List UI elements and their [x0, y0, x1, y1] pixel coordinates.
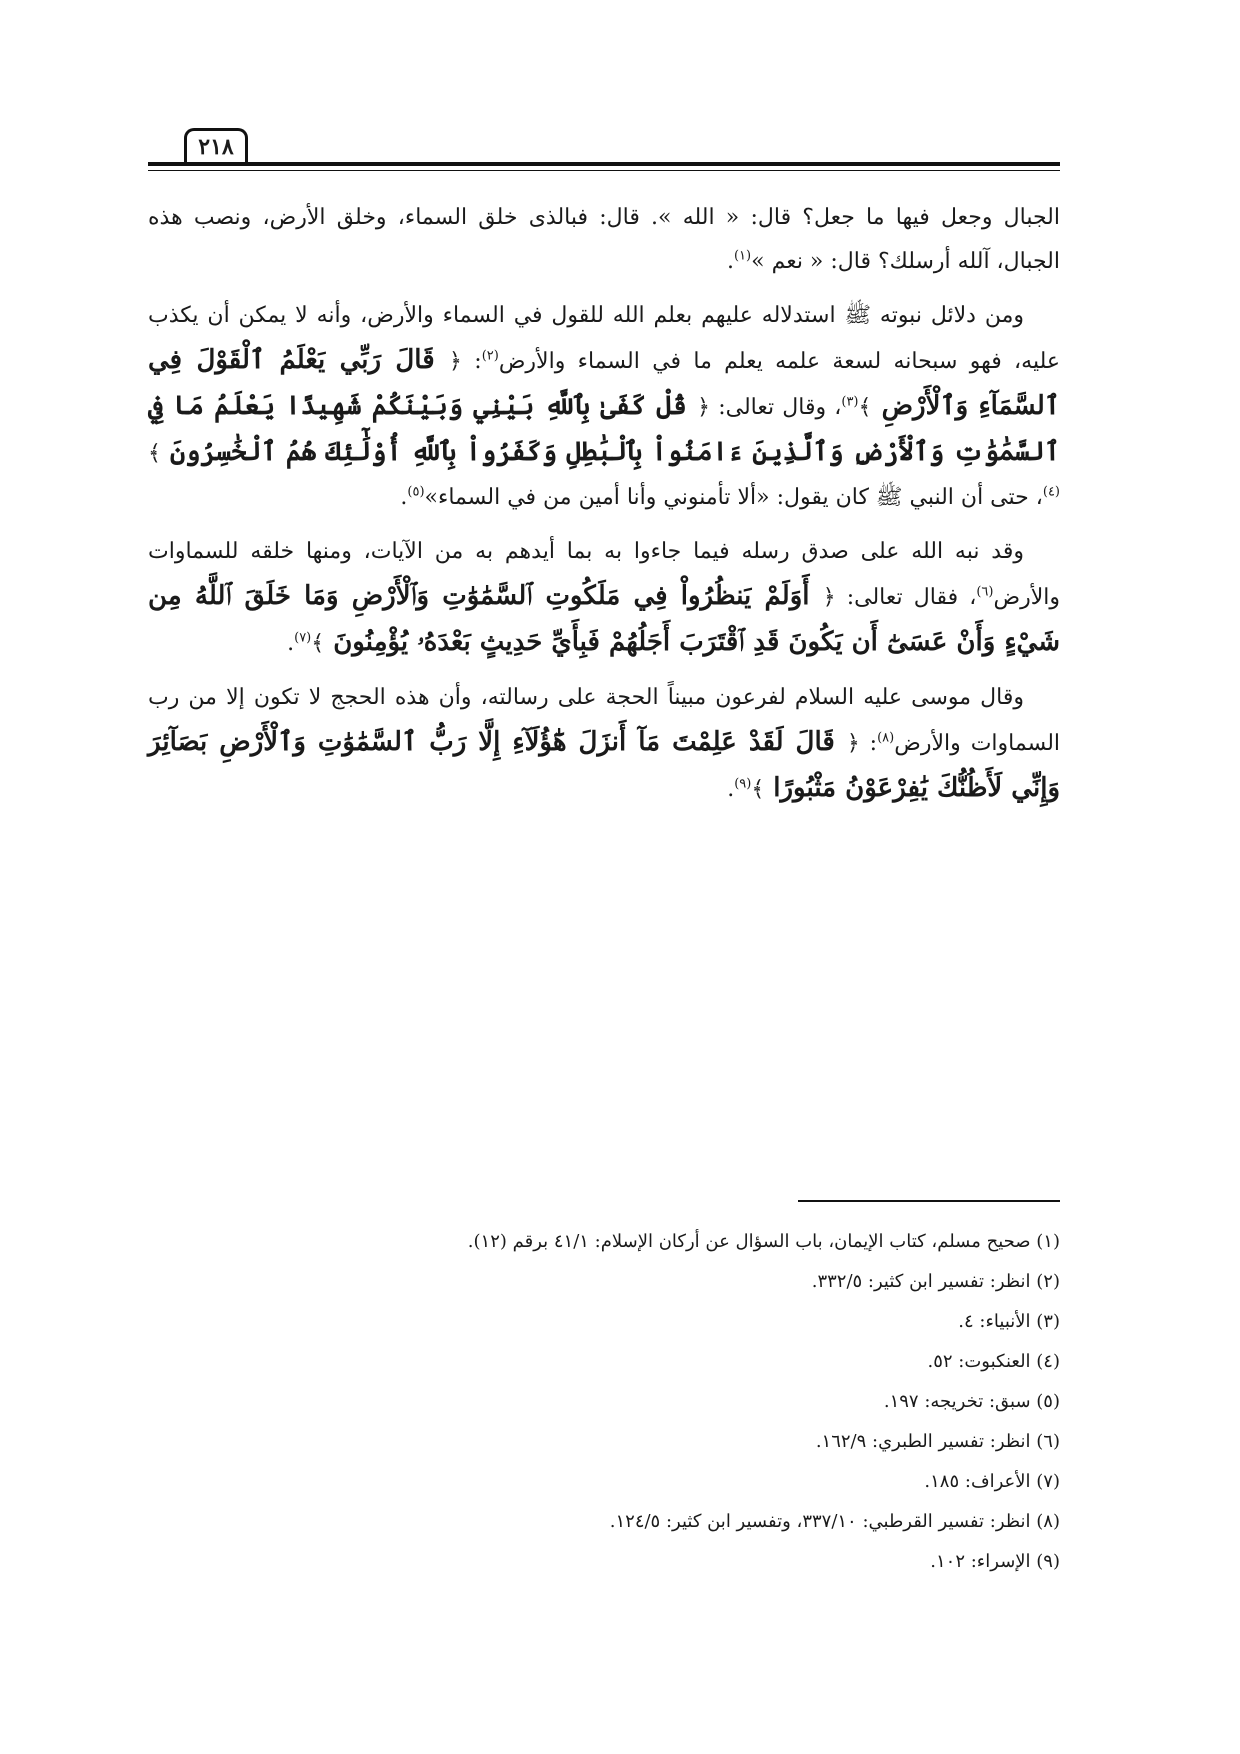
quran-verse: قَالَ لَقَدْ عَلِمْتَ مَآ أَنزَلَ هَٰٓؤُلَآءِ إِلَّا رَبُّ ٱلسَّمَٰوَٰتِ وَٱلْأَرْضِ بَصَآئِرَ وَإِنِّي لَأَظُنُّكَ يَٰفِرْعَوْنُ مَثْبُورًا — [148, 727, 1060, 803]
footnote-ref: (٩) — [734, 776, 752, 792]
footnote-ref: (٨) — [877, 730, 895, 746]
footnote-1: (١) صحيح مسلم، كتاب الإيمان، باب السؤال عن أركان الإسلام: ٤١/١ برقم (١٢). — [467, 1231, 1060, 1252]
text-run: الجبال وجعل فيها ما جعل؟ قال: « الله ». قال: فبالذى خلق السماء، وخلق الأرض، ونصب هذه الجبال، آلله أرسلك؟ قال: « نعم » — [148, 205, 1060, 274]
verse-ornament: ﴿ — [449, 349, 462, 374]
verse-ornament: ﴾ — [148, 441, 161, 466]
footnote-ref: (٢) — [481, 348, 499, 364]
paragraph-3 — [148, 530, 1060, 666]
text-run: . — [400, 485, 408, 510]
footnote-4: (٤) العنكبوت: ٥٢. — [927, 1351, 1060, 1372]
footnote-ref: (٧) — [294, 630, 312, 646]
verse-ornament: ﴾ — [858, 395, 872, 420]
verse-ornament: ﴿ — [697, 395, 711, 420]
footnote-8: (٨) انظر: تفسير القرطبي: ٣٣٧/١٠، وتفسير ابن كثير: ١٢٤/٥. — [609, 1511, 1060, 1532]
text-run: ، وقال تعالى: — [710, 395, 842, 420]
footnote-9: (٩) الإسراء: ١٠٢. — [930, 1551, 1060, 1572]
quran-verse: قَالَ رَبِّي يَعْلَمُ ٱلْقَوْلَ فِي ٱلسَّمَآءِ وَٱلْأَرْضِ — [148, 345, 1060, 421]
header-rule-thin — [148, 170, 1060, 171]
footnote-6: (٦) انظر: تفسير الطبري: ١٦٢/٩. — [815, 1431, 1060, 1452]
text-run: . — [287, 631, 295, 656]
page-header — [148, 128, 1060, 174]
footnotes — [320, 1222, 1060, 1582]
footnote-7: (٧) الأعراف: ١٨٥. — [924, 1471, 1060, 1492]
footnote-ref: (١) — [733, 248, 752, 264]
verse-ornament: ﴾ — [311, 631, 325, 656]
text-run: ، فقال تعالى: — [835, 585, 977, 610]
text-run: وقد نبه الله على صدق رسله فيما جاءوا به بما أيدهم به من الآيات، ومنها خلقه للسماوات والأرض — [148, 539, 1060, 610]
text-run: : — [461, 349, 482, 374]
footnote-ref: (٦) — [976, 584, 994, 600]
footnote-2: (٢) انظر: تفسير ابن كثير: ٣٣٢/٥. — [811, 1271, 1060, 1292]
verse-ornament: ﴿ — [846, 731, 860, 756]
text-run: وقال موسى عليه السلام لفرعون مبيناً الحجة على رسالته، وأن هذه الحجج لا تكون إلا من رب السماوات والأرض — [148, 685, 1061, 756]
footnote-5: (٥) سبق: تخريجه: ١٩٧. — [883, 1391, 1060, 1412]
header-rule-thick — [148, 162, 1060, 166]
footnote-separator — [798, 1200, 1060, 1202]
footnote-3: (٣) الأنبياء: ٤. — [958, 1311, 1060, 1332]
footnote-ref: (٣) — [841, 394, 859, 410]
footnote-ref: (٥) — [407, 484, 425, 500]
footnote-ref: (٤) — [1042, 484, 1060, 500]
quran-verse: قُلْ كَفَىٰ بِٱللَّهِ بَيْنِي وَبَيْنَكُمْ شَهِيدًا يَعْلَمُ مَا فِي ٱلسَّمَٰوَٰتِ وَٱلْأَرْضِ وَٱلَّذِينَ ءَامَنُواْ بِٱلْبَٰطِلِ وَكَفَرُواْ بِٱللَّهِ أُوْلَٰٓئِكَ هُمُ ٱلْخَٰسِرُونَ — [148, 391, 1060, 467]
text-run: ، حتى أن النبي ﷺ كان يقول: «ألا تأمنوني وأنا أمين من في السماء» — [424, 485, 1043, 510]
paragraph-4 — [148, 676, 1060, 812]
paragraph-2 — [148, 294, 1060, 520]
main-text — [148, 196, 1060, 822]
verse-ornament: ﴿ — [822, 585, 836, 610]
page-number: ٢١٨ — [184, 128, 248, 162]
text-run: . — [726, 249, 734, 274]
paragraph-1 — [148, 196, 1060, 284]
text-run: : — [859, 731, 878, 756]
quran-verse: أَوَلَمْ يَنظُرُواْ فِي مَلَكُوتِ ٱلسَّمَٰوَٰتِ وَٱلْأَرْضِ وَمَا خَلَقَ ٱللَّهُ مِن شَيْءٍ وَأَنْ عَسَىٰٓ أَن يَكُونَ قَدِ ٱقْتَرَبَ أَجَلُهُمْ فَبِأَيِّ حَدِيثٍ بَعْدَهُۥ يُؤْمِنُونَ — [148, 581, 1060, 657]
text-run: ومن دلائل نبوته ﷺ استدلاله عليهم بعلم الله للقول في السماء والأرض، وأنه لا يمكن أن يكذب عليه، فهو سبحانه لسعة علمه يعلم ما في السماء والأرض — [148, 303, 1060, 374]
text-run: . — [727, 777, 735, 802]
verse-ornament: ﴾ — [751, 777, 765, 802]
